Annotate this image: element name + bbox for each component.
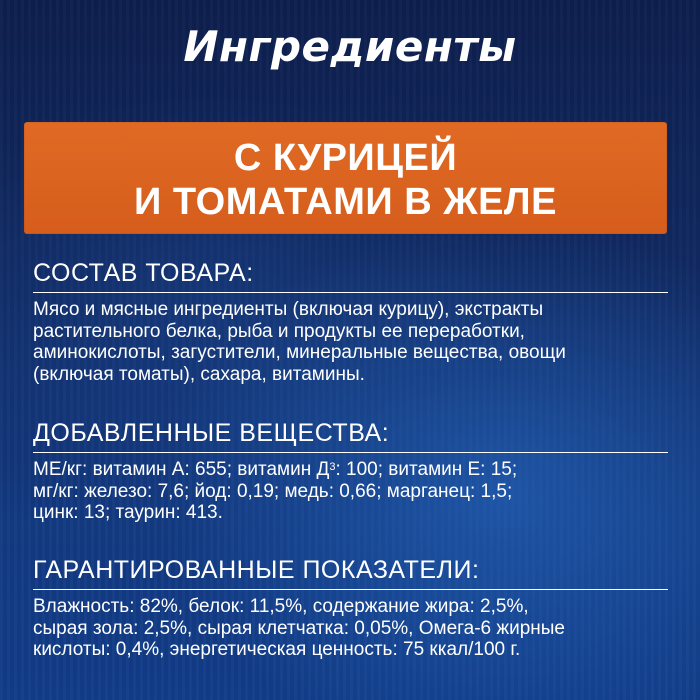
- additives-section: [33, 418, 668, 524]
- guaranteed-section: [33, 555, 668, 661]
- additives-line-1: [33, 459, 517, 480]
- composition-heading: СОСТАВ ТОВАРА:: [33, 258, 668, 293]
- guaranteed-line-2: сырая зола: 2,5%, сырая клетчатка: 0,05%, Омега-6 жирные: [33, 617, 565, 639]
- composition-section: [33, 258, 668, 385]
- additives-heading: ДОБАВЛЕННЫЕ ВЕЩЕСТВА:: [33, 418, 668, 453]
- composition-line-3: аминокислоты, загустители, минеральные вещества, овощи: [33, 342, 566, 363]
- guaranteed-text: [33, 596, 668, 661]
- composition-line-2: растительного белка, рыба и продукты ее переработки,: [33, 320, 525, 342]
- product-name-line-2: И ТОМАТАМИ В ЖЕЛЕ: [134, 181, 557, 223]
- guaranteed-line-3: кислоты: 0,4%, энергетическая ценность: 75 ккал/100 г.: [33, 639, 521, 660]
- product-name: [24, 136, 667, 224]
- additives-line-3: цинк: 13; таурин: 413.: [33, 502, 223, 523]
- composition-line-1: Мясо и мясные ингредиенты (включая курицу), экстракты: [33, 299, 544, 320]
- guaranteed-heading: ГАРАНТИРОВАННЫЕ ПОКАЗАТЕЛИ:: [33, 555, 668, 590]
- superscript-3: 3: [329, 461, 336, 473]
- composition-line-4: (включая томаты), сахара, витамины.: [33, 363, 365, 385]
- guaranteed-line-1: Влажность: 82%, белок: 11,5%, содержание жира: 2,5%,: [33, 596, 529, 617]
- page-title: Ингредиенты: [183, 22, 517, 71]
- product-name-line-1: С КУРИЦЕЙ: [233, 137, 458, 179]
- additives-line-1-end: : 100; витамин Е: 15;: [335, 459, 518, 480]
- composition-text: [33, 299, 668, 385]
- product-banner: [24, 122, 667, 234]
- additives-line-2: мг/кг: железо: 7,6; йод: 0,19; медь: 0,66; марганец: 1,5;: [33, 480, 513, 502]
- additives-line-1-start: МЕ/кг: витамин А: 655; витамин Д: [33, 459, 330, 480]
- additives-text: [33, 459, 668, 524]
